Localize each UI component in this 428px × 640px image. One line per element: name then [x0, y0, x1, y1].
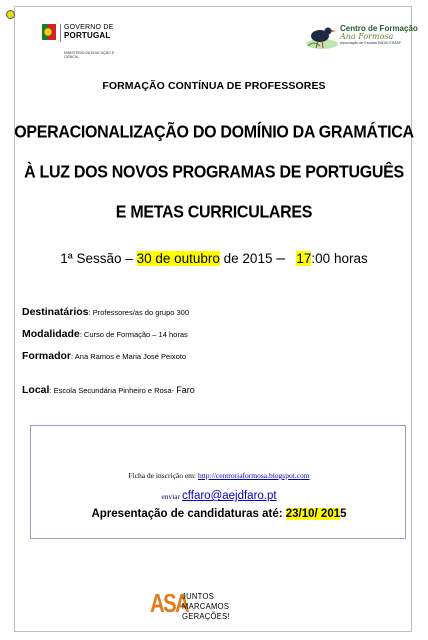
session-prefix: 1ª Sessão –	[60, 251, 137, 266]
modalidade-label: Modalidade	[22, 328, 80, 340]
session-year: de 2015	[219, 251, 277, 266]
candidaturas-line	[31, 508, 407, 520]
session-line	[0, 250, 428, 268]
cf-title: Centro de Formação	[340, 24, 418, 33]
corner-marker-icon	[6, 10, 15, 19]
logo-divider	[60, 24, 61, 42]
session-time-hour: 17	[296, 251, 312, 266]
local-label: Local	[22, 384, 50, 396]
centro-formacao-logo	[304, 22, 418, 54]
cf-script-name: Ana Formosa	[340, 32, 394, 41]
session-dash: –	[276, 250, 286, 267]
ministerio-text: MINISTÉRIO DA EDUCAÇÃO E CIÊNCIA	[64, 51, 115, 59]
destinatarios-row	[22, 306, 189, 318]
asa-logo	[150, 588, 280, 621]
cf-subtitle: Associação de Escolas EdDS/ ESAAF	[340, 41, 402, 45]
enviar-line	[31, 486, 407, 504]
email-link[interactable]: cffaro@aejdfaro.pt	[182, 490, 277, 502]
title-line-1: OPERACIONALIZAÇÃO DO DOMÍNIO DA GRAMÁTICA	[14, 122, 414, 142]
modalidade-value: : Curso de Formação – 14 horas	[79, 330, 188, 339]
title-line-3: E METAS CURRICULARES	[115, 202, 313, 222]
session-date: 30 de outubro	[136, 251, 220, 266]
destinatarios-value: : Professores/as do grupo 300	[88, 308, 190, 317]
candidaturas-date: 23/10/ 201	[285, 508, 341, 520]
local-city: Faro	[176, 385, 195, 395]
asa-line-1: JUNTOS	[182, 591, 215, 601]
local-row	[22, 384, 195, 396]
candidaturas-date-end: 5	[340, 508, 347, 520]
enviar-label: enviar	[161, 492, 183, 501]
session-time-rest: :00 horas	[311, 251, 368, 266]
bird-logo-icon	[304, 22, 340, 52]
governo-portugal-logo	[40, 22, 120, 64]
formador-value: : Ana Ramos e Maria José Peixoto	[71, 352, 187, 361]
gov-line-1: GOVERNO DE	[64, 24, 114, 31]
asa-mark: ASA	[150, 588, 189, 618]
local-value: : Escola Secundária Pinheiro e Rosa-	[49, 386, 177, 395]
candidaturas-label: Apresentação de candidaturas até:	[91, 508, 286, 520]
portugal-emblem-icon	[40, 22, 58, 44]
formador-row	[22, 350, 186, 362]
formador-label: Formador	[22, 350, 72, 362]
governo-logo-text	[64, 24, 113, 40]
asa-slogan	[182, 591, 270, 621]
ficha-label: Ficha de inscrição em:	[128, 471, 198, 480]
ficha-line	[31, 471, 407, 480]
gov-line-2: PORTUGAL	[64, 31, 111, 40]
title-line-2: À LUZ DOS NOVOS PROGRAMAS DE PORTUGUÊS	[24, 162, 404, 182]
modalidade-row	[22, 328, 188, 340]
formacao-heading: FORMAÇÃO CONTÍNUA DE PROFESSORES	[102, 80, 326, 92]
destinatarios-label: Destinatários	[22, 306, 89, 318]
asa-line-2: MARCAMOS GERAÇÕES!	[182, 601, 230, 621]
ficha-link[interactable]: http://centroriaformosa.blogspot.com	[197, 471, 310, 480]
inscricao-box	[30, 425, 406, 539]
